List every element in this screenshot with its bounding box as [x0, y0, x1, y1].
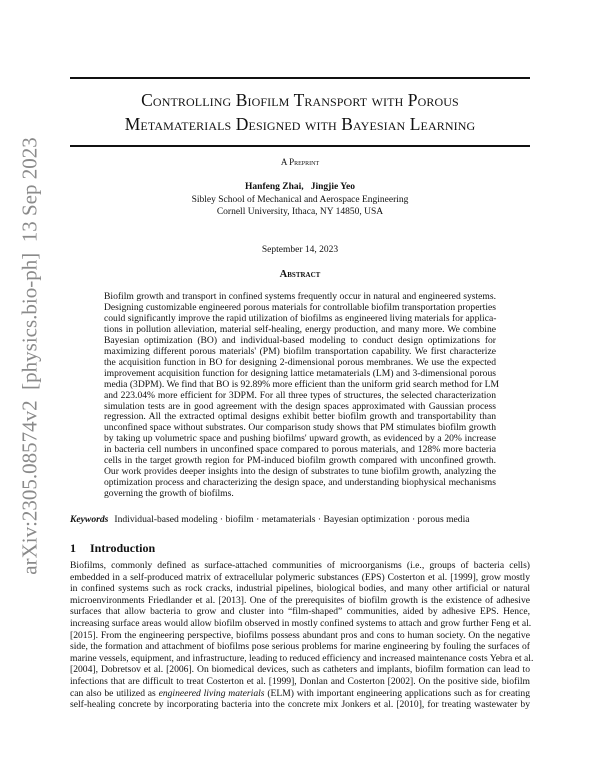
text-line: tions in pollution alleviation, material self-healing, energy production, and many more. We combine	[104, 323, 496, 335]
keywords-label: Keywords	[70, 514, 109, 525]
text-line: maximizing different porous materials' (PM) biofilm transportation capability. We first characterize	[104, 345, 496, 357]
text-line: Biofilm growth and transport in confined systems frequently occur in natural and engineered systems.	[104, 291, 496, 302]
text-line: governing the growth of biofilms.	[104, 488, 234, 500]
text-line: marine vessels, equipment, and infrastructure, leading to reduced efficiency and increased maintenance costs Yebra et al.	[70, 652, 534, 664]
text-line: [2015]. From the engineering perspective, biofilms possess abundant pros and cons to human society. On the negative	[70, 629, 530, 641]
text-line: Designing customizable engineered porous materials for controllable biofilm transportation properties	[104, 301, 496, 313]
preprint-label: A Preprint	[280, 157, 320, 167]
title-line: Metamaterials Designed with Bayesian Learning	[124, 114, 476, 134]
introduction-body	[70, 560, 534, 711]
abstract-heading: Abstract	[279, 269, 321, 280]
text-line: media (3DPM). We find that BO is 92.89% more efficient than the uniform grid search method for LM	[104, 378, 500, 390]
section-title: Introduction	[90, 541, 156, 555]
arxiv-stamp: arXiv:2305.08574v2 [physics.bio-ph] 13 Sep 2023	[17, 137, 42, 575]
top-rule	[70, 77, 530, 79]
text-line: infections that are difficult to treat Costerton et al. [1999], Donlan and Costerton [2002]. On the positive side, biofilm	[70, 675, 530, 687]
text-line: microenvironments Friedlander et al. [2013]. One of the prerequisites of biofilm growth is the existence of adhesive	[70, 594, 530, 606]
text-line: increasing surface areas would allow biofilm observed in mostly confined systems to attach and grow further Feng et al.	[70, 617, 532, 629]
text-line: Bayesian optimization (BO) and individual-based modeling to conduct design optimizations for	[104, 334, 496, 346]
text-line: simulation tests are in good agreement with the design spaces approximated with Gaussian process	[104, 400, 496, 412]
authors: Hanfeng Zhai, Jingjie Yeo	[245, 182, 355, 192]
text-line: cells in the target growth region for PM-induced biofilm growth compared with unconfined growth.	[104, 455, 496, 467]
text-line: by taking up volumetric space and pushing biofilms' upward growth, as evidenced by a 20% increase	[104, 433, 496, 445]
section-number: 1	[70, 541, 76, 555]
bottom-rule	[70, 145, 530, 147]
text-line: optimization process and characterizing the design space, and understanding biophysical mechanisms	[104, 477, 496, 489]
text-line: side, the formation and attachment of biofilms pose serious problems for marine engineering by fouling the surfaces of	[70, 641, 530, 653]
text-line: Biofilms, commonly defined as surface-attached communities of microorganisms (i.e., groups of bacteria cells)	[70, 560, 530, 571]
text-line: Our work provides deeper insights into the design of substrates to tune biofilm growth, analyzing the	[104, 466, 496, 478]
keywords	[70, 514, 470, 525]
text-line: and 223.04% more efficient for 3DPM. For all three types of structures, the selected characterization	[104, 389, 496, 401]
paper-title	[60, 88, 540, 136]
keywords-list: Individual-based modeling · biofilm · metamaterials · Bayesian optimization · porous media	[114, 514, 470, 525]
affiliation: Sibley School of Mechanical and Aerospace Engineering	[191, 195, 409, 205]
text-line: embedded in a self-produced matrix of extracellular polymeric substances (EPS) Costerton et al. [1999], grow mostly	[70, 571, 530, 583]
text-line: could significantly improve the rapid utilization of biofilms as engineered living materials for applica-	[104, 312, 497, 324]
text-line: unconfined space without substrates. Our comparison study shows that PM stimulates biofilm growth	[104, 422, 496, 434]
text-line: in bacteria cell numbers in unconfined space compared to porous materials, and 128% more bacteria	[104, 444, 496, 456]
text-line: self-healing concrete by incorporating bacteria into the concrete mix Jonkers et al. [2010], for treating wastewater by	[70, 699, 530, 711]
text-line: surfaces that allow bacteria to grow and cluster into “film-shaped” communities, aided by adhesive EPS. Hence,	[70, 606, 530, 618]
text-line: [2004], Dobretsov et al. [2006]. On biomedical devices, such as catheters and implants, biofilm formation can lead to	[70, 664, 530, 676]
text-line: regression. All the extracted optimal designs exhibit better biofilm growth and transportability than	[104, 411, 496, 423]
text-line: can also be utilized as engineered living materials (ELM) with important engineering applications such as for creating	[70, 687, 531, 699]
text-line: in confined systems such as rock cracks, industrial pipelines, biological bodies, and many other artificial or natural	[70, 583, 530, 595]
emphasis: engineered living materials	[158, 687, 265, 699]
address: Cornell University, Ithaca, NY 14850, USA	[216, 207, 384, 217]
text-line: the acquisition function in BO for designing 2-dimensional porous membranes. We use the expected	[104, 356, 496, 368]
text-line: improvement acquisition function for designing lattice metamaterials (LM) and 3-dimensional porous	[104, 367, 496, 379]
section-heading	[70, 541, 155, 556]
date: September 14, 2023	[261, 245, 339, 255]
title-line: Controlling Biofilm Transport with Porous	[141, 90, 459, 110]
abstract-body	[104, 291, 500, 500]
